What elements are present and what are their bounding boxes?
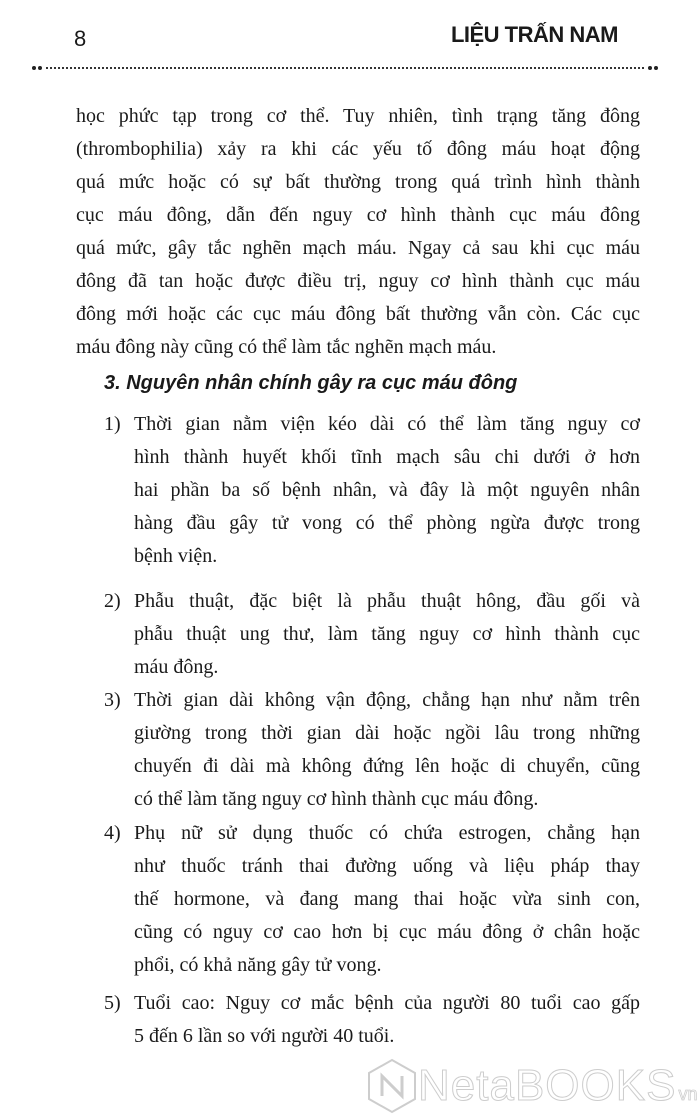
list-item-line: Thời gian nằm viện kéo dài có thể làm tăng nguy cơ (134, 413, 640, 435)
list-item-line: Tuổi cao: Nguy cơ mắc bệnh của người 80 tuổi cao gấp (134, 992, 640, 1014)
list-item-line: hình thành huyết khối tĩnh mạch sâu chi dưới ở hơn (134, 446, 640, 468)
paragraph-line: đông đã tan hoặc được điều trị, nguy cơ hình thành cục máu (76, 270, 640, 292)
paragraph-line: học phức tạp trong cơ thể. Tuy nhiên, tình trạng tăng đông (76, 105, 640, 127)
section-heading: 3. Nguyên nhân chính gây ra cục máu đông (104, 372, 518, 394)
list-item-line: như thuốc tránh thai đường uống và liệu pháp thay (134, 855, 640, 877)
list-item-line: phẫu thuật ung thư, làm tăng nguy cơ hình thành cục (134, 623, 640, 645)
list-item-line: có thể làm tăng nguy cơ hình thành cục máu đông. (134, 788, 539, 810)
paragraph-line: quá mức hoặc có sự bất thường trong quá trình hình thành (76, 171, 640, 193)
list-item-line: Thời gian dài không vận động, chẳng hạn như nằm trên (134, 689, 640, 711)
list-item-number: 1) (104, 413, 121, 435)
watermark-brand: NetaBOOKS (418, 1061, 677, 1110)
paragraph-line: cục máu đông, dẫn đến nguy cơ hình thành cục máu đông (76, 204, 640, 226)
list-item-line: phổi, có khả năng gây tử vong. (134, 954, 382, 976)
running-header-author: LIỆU TRẤN NAM (450, 22, 618, 47)
paragraph-line: quá mức, gây tắc nghẽn mạch máu. Ngay cả sau khi cục máu (76, 237, 640, 259)
page-number: 8 (74, 26, 87, 51)
list-item-line: thế hormone, và đang mang thai hoặc vừa sinh con, (134, 888, 640, 910)
watermark-suffix: vn (678, 1083, 698, 1104)
list-item-number: 4) (104, 822, 121, 844)
watermark (366, 1058, 697, 1114)
paragraph-line: đông mới hoặc các cục máu đông bất thường vẫn còn. Các cục (76, 303, 640, 325)
list-item-line: hai phần ba số bệnh nhân, và đây là một nguyên nhân (134, 479, 640, 501)
list-item-line: Phụ nữ sử dụng thuốc có chứa estrogen, chẳng hạn (134, 822, 640, 844)
list-item-line: hàng đầu gây tử vong có thể phòng ngừa được trong (134, 512, 640, 534)
paragraph-line: máu đông này cũng có thể làm tắc nghẽn mạch máu. (76, 336, 497, 358)
paragraph-line: (thrombophilia) xảy ra khi các yếu tố đông máu hoạt động (76, 138, 640, 160)
list-item-number: 5) (104, 992, 121, 1014)
list-item-number: 3) (104, 689, 121, 711)
list-item-line: 5 đến 6 lần so với người 40 tuổi. (134, 1025, 395, 1047)
list-item-line: chuyến đi dài mà không đứng lên hoặc di chuyển, cũng (134, 755, 640, 777)
netabooks-logo-icon (366, 1058, 418, 1114)
list-item-line: Phẫu thuật, đặc biệt là phẫu thuật hông, đầu gối và (134, 590, 640, 612)
header-divider (32, 66, 658, 70)
list-item-line: cũng có nguy cơ cao hơn bị cục máu đông ở chân hoặc (134, 921, 640, 943)
list-item-line: máu đông. (134, 656, 219, 678)
list-item-line: giường trong thời gian dài hoặc ngồi lâu trong những (134, 722, 640, 744)
list-item-line: bệnh viện. (134, 545, 218, 567)
list-item-number: 2) (104, 590, 121, 612)
